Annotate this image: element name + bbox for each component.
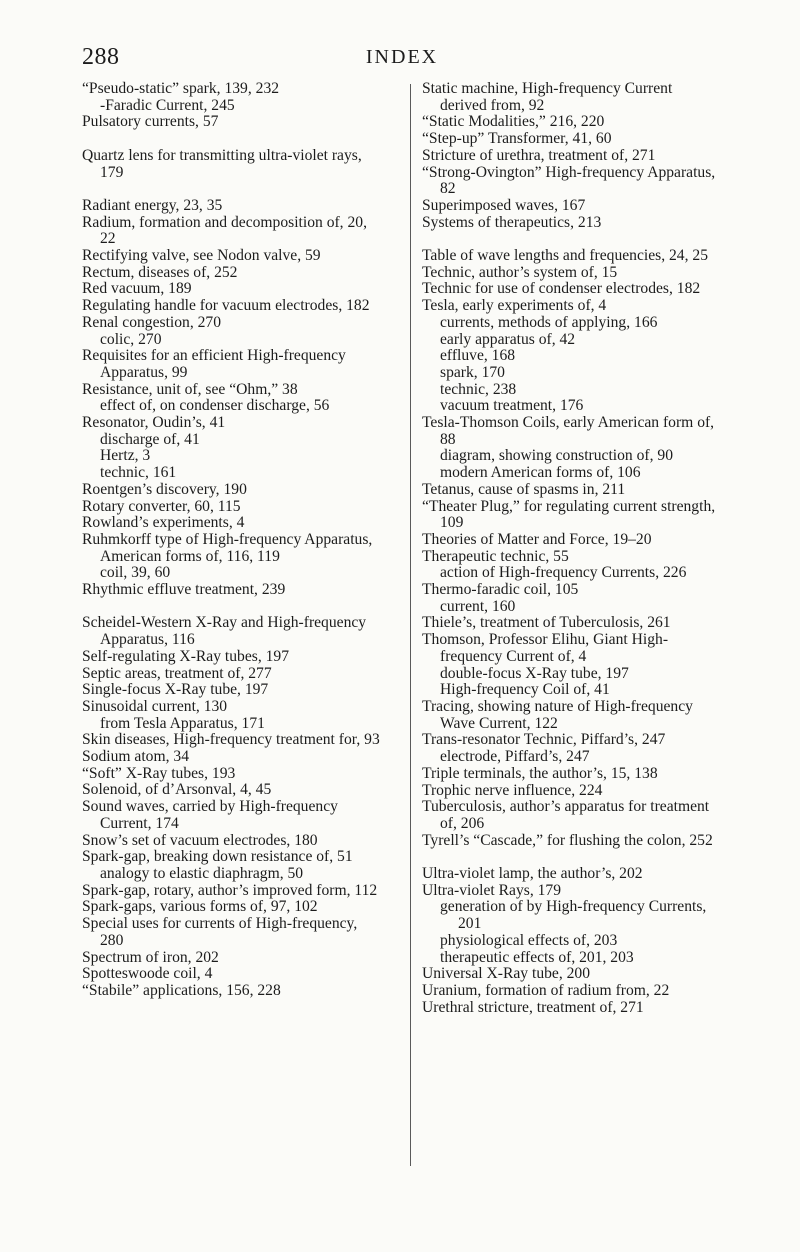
index-entry: “Stabile” applications, 156, 228 — [82, 981, 281, 999]
index-entry: Tesla-Thomson Coils, early American form of, 88 — [422, 414, 715, 448]
index-column-left — [82, 81, 382, 1000]
index-subentry: electrode, Piffard’s, 247 — [440, 748, 590, 766]
index-subentry: currents, methods of applying, 166 — [440, 313, 658, 331]
index-entry: Snow’s set of vacuum electrodes, 180 — [82, 831, 318, 849]
entry-gap — [82, 131, 382, 148]
index-subentry: analogy to elastic diaphragm, 50 — [100, 865, 304, 882]
index-entry: “Soft” X-Ray tubes, 193 — [82, 764, 236, 782]
index-entry: Tracing, showing nature of High-frequency Wave Current, 122 — [422, 698, 693, 732]
index-entry: Tyrell’s “Cascade,” for flushing the colon, 252 — [422, 831, 713, 849]
index-entry: Uranium, formation of radium from, 22 — [422, 981, 670, 999]
index-entry: Skin diseases, High-frequency treatment for, 93 — [82, 731, 380, 749]
index-entry: Single-focus X-Ray tube, 197 — [82, 681, 269, 699]
index-entry: Thomson, Professor Elihu, Giant High-frequency Current of, 4 — [422, 631, 669, 665]
index-entry: Ultra-violet lamp, the author’s, 202 — [422, 865, 643, 883]
index-entry: Sound waves, carried by High-frequency Current, 174 — [82, 798, 338, 832]
index-subentry: -Faradic Current, 245 — [100, 96, 235, 114]
index-entry: Superimposed waves, 167 — [422, 196, 586, 214]
index-entry: Spark-gap, breaking down resistance of, 51 — [82, 848, 353, 866]
index-subentry: colic, 270 — [100, 330, 162, 348]
index-entry: Tetanus, cause of spasms in, 211 — [422, 480, 626, 498]
index-entry: Thermo-faradic coil, 105 — [422, 581, 579, 599]
index-entry: Radiant energy, 23, 35 — [82, 196, 223, 214]
index-entry: Technic, author’s system of, 15 — [422, 263, 618, 281]
index-entry: Special uses for currents of High-frequency, 280 — [82, 915, 358, 949]
index-subentry: discharge of, 41 — [100, 430, 200, 448]
index-entry: Self-regulating X-Ray tubes, 197 — [82, 647, 290, 665]
index-entry: Table of wave lengths and frequencies, 24, 25 — [422, 247, 708, 265]
index-subentry: early apparatus of, 42 — [440, 330, 576, 348]
entry-gap — [82, 181, 382, 198]
index-entry: Spectrum of iron, 202 — [82, 948, 219, 966]
index-entry: Red vacuum, 189 — [82, 280, 192, 298]
index-entry: “Static Modalities,” 216, 220 — [422, 113, 605, 131]
index-entry: Quartz lens for transmitting ultra-violet rays, 179 — [82, 146, 362, 181]
index-entry: Resonator, Oudin’s, 41 — [82, 414, 226, 432]
index-entry: Sinusoidal current, 130 — [82, 697, 228, 715]
index-subentry: double-focus X-Ray tube, 197 — [440, 664, 629, 682]
index-entry: Ruhmkorff type of High-frequency Apparatus, American forms of, 116, 119 — [82, 530, 373, 565]
index-subentry: effect of, on condenser discharge, 56 — [100, 397, 330, 415]
index-entry: Spark-gaps, various forms of, 97, 102 — [82, 898, 318, 916]
index-subentry: Hertz, 3 — [100, 447, 151, 465]
index-entry: Pulsatory currents, 57 — [82, 113, 219, 131]
entry-gap — [422, 849, 722, 866]
entry-gap — [422, 231, 722, 248]
index-entry: Thiele’s, treatment of Tuberculosis, 261 — [422, 614, 671, 632]
index-entry: Spotteswoode coil, 4 — [82, 965, 213, 983]
index-entry: Stricture of urethra, treatment of, 271 — [422, 146, 656, 164]
index-entry: Rhythmic effluve treatment, 239 — [82, 581, 286, 599]
index-entry: Static machine, High-frequency Current derived from, 92 — [422, 80, 673, 114]
index-entry: Rectum, diseases of, 252 — [82, 263, 238, 281]
page-header — [82, 44, 722, 74]
index-entry: “Theater Plug,” for regulating current strength, 109 — [422, 497, 716, 532]
index-entry: “Pseudo-static” spark, 139, 232 — [82, 80, 280, 97]
index-entry: Universal X-Ray tube, 200 — [422, 965, 591, 983]
index-subentry: from Tesla Apparatus, 171 — [100, 714, 265, 732]
index-entry: “Strong-Ovington” High-frequency Apparatus, 82 — [422, 163, 716, 198]
index-entry: Rotary converter, 60, 115 — [82, 497, 241, 515]
index-subentry: vacuum treatment, 176 — [440, 397, 584, 415]
index-entry: Tuberculosis, author’s apparatus for treatment of, 206 — [422, 798, 710, 832]
index-subentry: therapeutic effects of, 201, 203 — [440, 948, 634, 966]
index-entry: Tesla, early experiments of, 4 — [422, 297, 607, 315]
index-subentry: High-frequency Coil of, 41 — [440, 681, 610, 699]
index-entry: Sodium atom, 34 — [82, 748, 189, 766]
index-subentry: diagram, showing construction of, 90 — [440, 447, 674, 465]
index-subentry: spark, 170 — [440, 363, 505, 381]
running-head: INDEX — [365, 46, 439, 68]
index-subentry: effluve, 168 — [440, 347, 516, 365]
index-entry: Renal congestion, 270 — [82, 313, 222, 331]
index-subentry: generation of by High-frequency Currents, 201 — [440, 898, 707, 933]
index-entry: Trans-resonator Technic, Piffard’s, 247 — [422, 731, 666, 749]
index-subentry: technic, 161 — [100, 464, 177, 482]
index-subentry: technic, 238 — [440, 380, 517, 398]
index-entry: Systems of therapeutics, 213 — [422, 213, 602, 231]
index-column-right — [422, 81, 722, 1016]
index-entry: Requisites for an efficient High-frequency Apparatus, 99 — [82, 347, 346, 381]
index-entry: Spark-gap, rotary, author’s improved form, 112 — [82, 881, 378, 899]
index-entry: “Step-up” Transformer, 41, 60 — [422, 130, 612, 148]
index-entry: Roentgen’s discovery, 190 — [82, 480, 247, 498]
index-entry: Septic areas, treatment of, 277 — [82, 664, 272, 682]
index-entry: Theories of Matter and Force, 19–20 — [422, 530, 652, 548]
index-entry: Scheidel-Western X-Ray and High-frequency Apparatus, 116 — [82, 614, 367, 649]
index-entry: Solenoid, of d’Arsonval, 4, 45 — [82, 781, 272, 799]
index-entry: Technic for use of condenser electrodes, 182 — [422, 280, 701, 298]
index-entry: Triple terminals, the author’s, 15, 138 — [422, 764, 658, 782]
index-entry: Urethral stricture, treatment of, 271 — [422, 998, 644, 1016]
index-entry: Ultra-violet Rays, 179 — [422, 881, 562, 899]
index-subentry: physiological effects of, 203 — [440, 931, 618, 949]
index-subentry: modern American forms of, 106 — [440, 464, 641, 482]
entry-gap — [82, 599, 382, 616]
index-entry: Trophic nerve influence, 224 — [422, 781, 603, 799]
index-subentry: coil, 39, 60 — [100, 564, 171, 582]
index-entry: Resistance, unit of, see “Ohm,” 38 — [82, 380, 298, 398]
index-entry: Rowland’s experiments, 4 — [82, 514, 245, 532]
column-divider — [410, 84, 411, 1166]
index-entry: Radium, formation and decomposition of, 20, 22 — [82, 213, 367, 248]
index-entry: Rectifying valve, see Nodon valve, 59 — [82, 247, 321, 264]
index-entry: Therapeutic technic, 55 — [422, 547, 569, 565]
index-entry: Regulating handle for vacuum electrodes, 182 — [82, 297, 370, 315]
index-subentry: action of High-frequency Currents, 226 — [440, 564, 687, 582]
index-subentry: current, 160 — [440, 597, 516, 615]
page-number: 288 — [82, 44, 120, 70]
